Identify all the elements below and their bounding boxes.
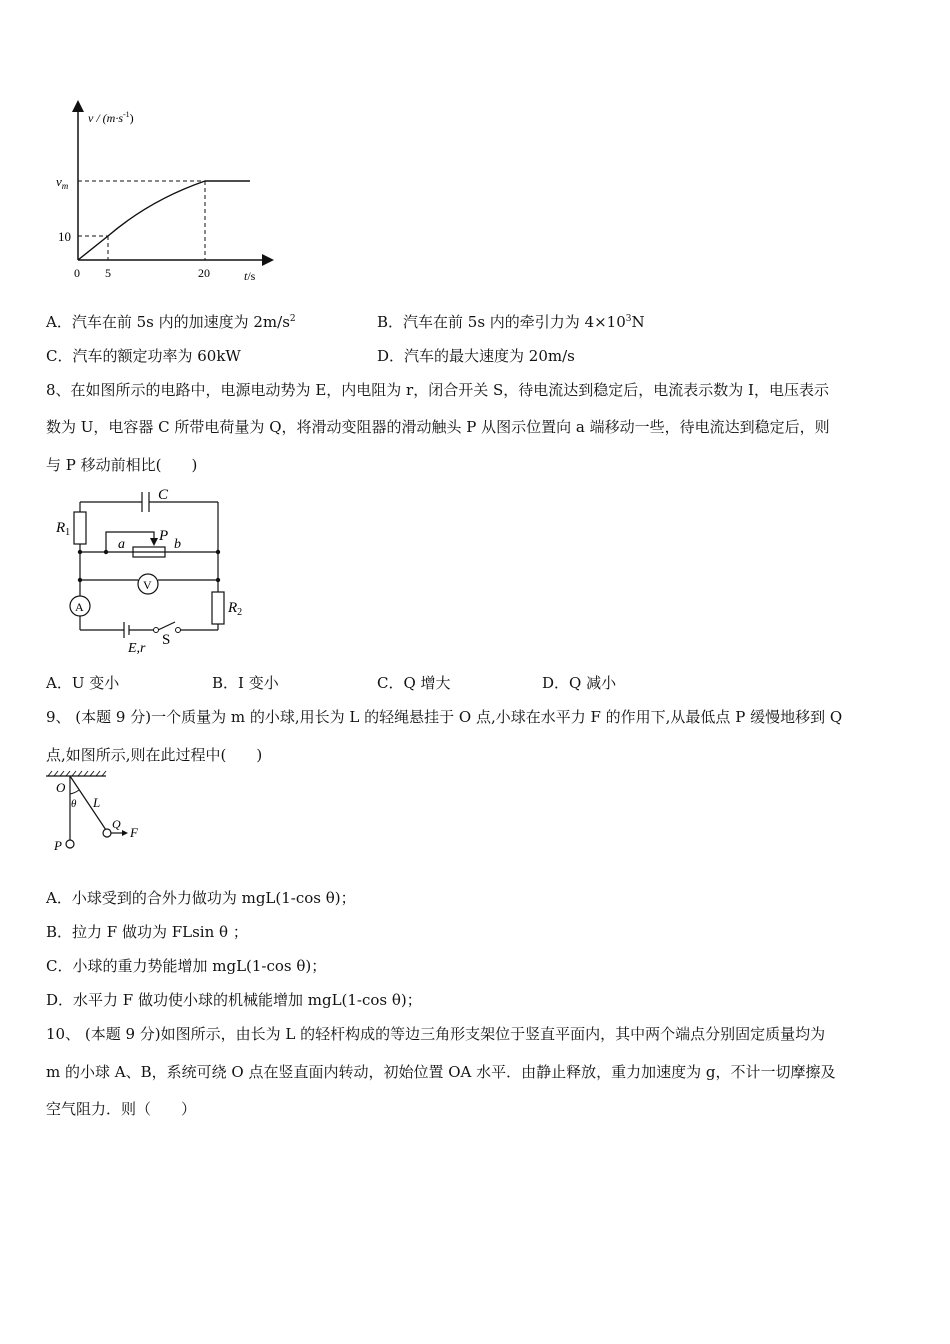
y-axis-label: $v / (m\cdot s^{-1})$ — [88, 110, 134, 125]
voltmeter-label: V — [143, 578, 152, 592]
q9-option-b: B．拉力 F 做功为 FLsin θ ； — [46, 923, 248, 941]
x-tick-5: 5 — [105, 266, 111, 280]
q8-option-b: B．I 变小 — [212, 674, 279, 692]
q10-stem-line1: 10、 (本题 9 分)如图所示，由长为 L 的轻杆构成的等边三角形支架位于竖直平面内，其中两个端点分别固定质量均为 — [46, 1025, 826, 1043]
force-f-label: F — [130, 825, 138, 840]
vm-label: $v_m$ — [56, 174, 69, 191]
slider-p-label: P — [159, 528, 169, 544]
x-tick-0: 0 — [74, 266, 80, 280]
theta-label: θ — [71, 798, 77, 810]
q8-option-d: D．Q 减小 — [542, 674, 617, 692]
y-tick-10: 10 — [58, 229, 71, 244]
point-p-label: P — [54, 838, 62, 853]
q10-stem-line2: m 的小球 A、B，系统可绕 O 点在竖直面内转动，初始位置 OA 水平．由静止释放，重力加速度为 g，不计一切摩擦及 — [46, 1063, 836, 1081]
rheostat-b-label: b — [174, 537, 181, 552]
q8-stem-line3: 与 P 移动前相比( ) — [46, 456, 198, 474]
q9-option-c: C．小球的重力势能增加 mgL(1-cos θ)； — [46, 957, 327, 975]
length-l-label: L — [93, 795, 101, 810]
q10-stem-line3: 空气阻力．则（ ） — [46, 1100, 197, 1118]
q7-option-c: C．汽车的额定功率为 60kW — [46, 347, 241, 365]
q7-option-d: D．汽车的最大速度为 20m/s — [377, 347, 575, 365]
q7-option-a: A．汽车在前 5s 内的加速度为 $2m/s^2$ — [46, 313, 296, 331]
x-axis-label: t/s — [244, 269, 256, 283]
velocity-time-graph — [50, 100, 280, 290]
battery-label: E,r — [128, 641, 146, 656]
ammeter-label: A — [75, 600, 84, 614]
r1-label: $R_1$ — [56, 520, 71, 538]
rheostat-a-label: a — [118, 537, 125, 552]
capacitor-label: C — [158, 487, 169, 503]
point-o-label: O — [56, 780, 66, 795]
q8-option-a: A．U 变小 — [46, 674, 120, 692]
q9-option-d: D．水平力 F 做功使小球的机械能增加 mgL(1-cos θ)； — [46, 991, 422, 1009]
q9-stem-line2: 点,如图所示,则在此过程中( ) — [46, 746, 263, 764]
velocity-curve — [78, 181, 250, 260]
x-tick-20: 20 — [198, 266, 210, 280]
circuit-diagram — [50, 482, 260, 660]
r2-label: $R_2$ — [228, 600, 243, 618]
q9-stem-line1: 9、 (本题 9 分)一个质量为 m 的小球,用长为 L 的轻绳悬挂于 O 点,小球在水平力 F 的作用下,从最低点 P 缓慢地移到 Q — [46, 708, 843, 726]
q8-stem-line2: 数为 U，电容器 C 所带电荷量为 Q，将滑动变阻器的滑动触头 P 从图示位置向 a 端移动一些，待电流达到稳定后，则 — [46, 418, 830, 436]
q8-stem-line1: 8、在如图所示的电路中，电源电动势为 E，内电阻为 r，闭合开关 S，待电流达到稳定后，电流表示数为 I，电压表示 — [46, 381, 829, 399]
switch-label: S — [162, 632, 171, 648]
q7-option-b: B．汽车在前 5s 内的牵引力为 $4\times 10^3N$ — [377, 313, 645, 331]
q8-option-c: C．Q 增大 — [377, 674, 451, 692]
q9-option-a: A．小球受到的合外力做功为 mgL(1-cos θ)； — [46, 889, 356, 907]
pendulum-diagram — [44, 770, 154, 858]
point-q-label: Q — [112, 817, 121, 831]
